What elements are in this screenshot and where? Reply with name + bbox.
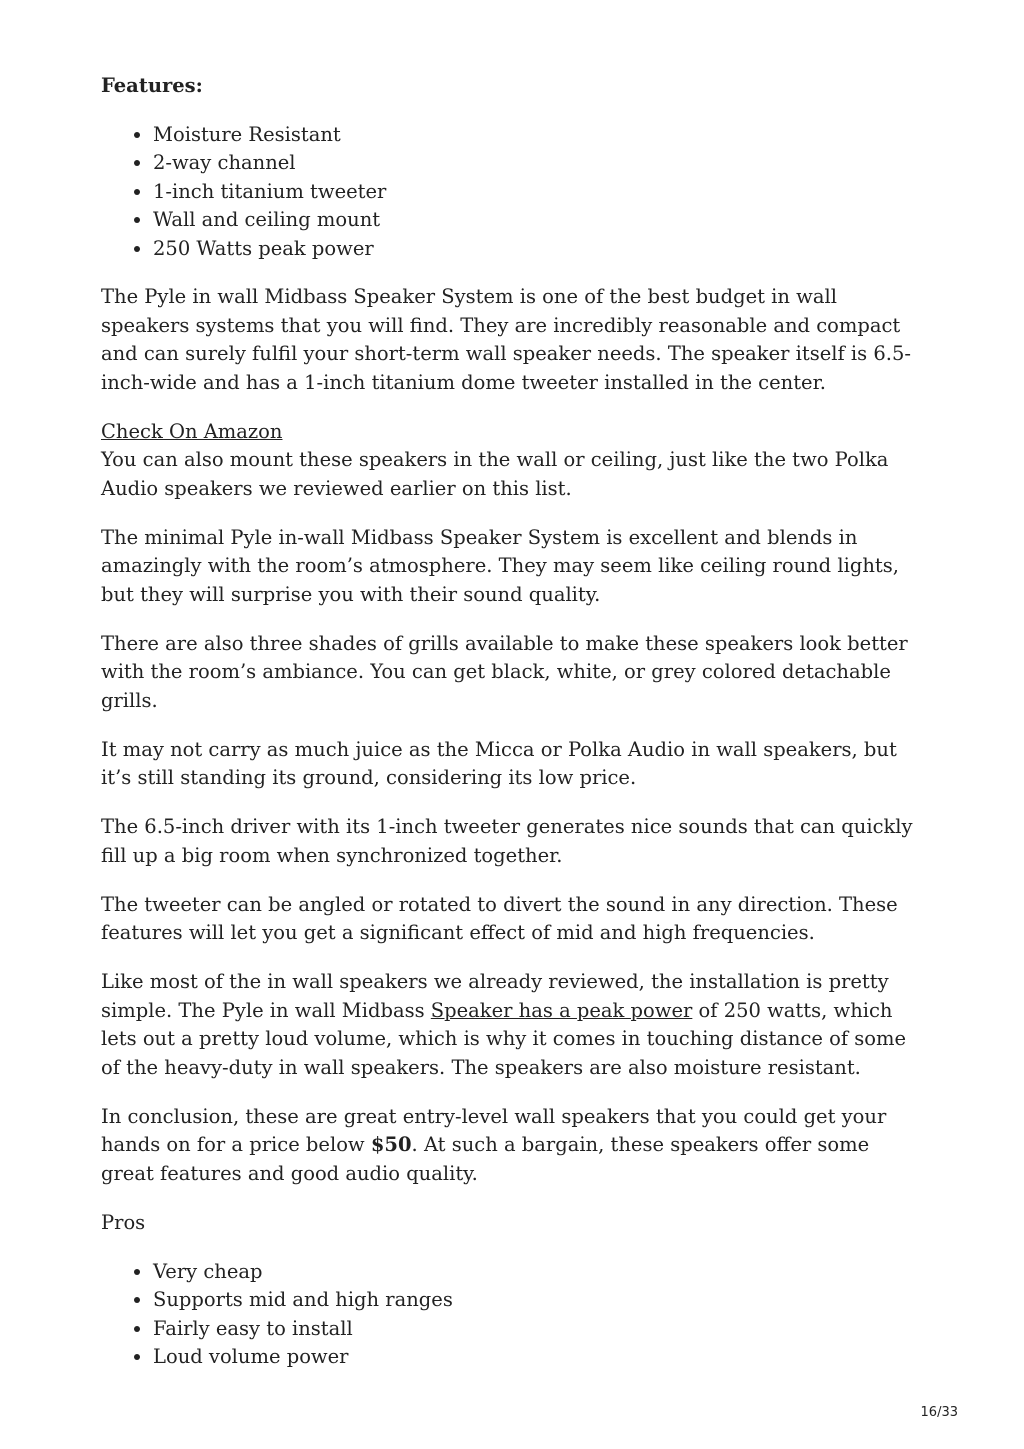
paragraph-installation [101, 968, 923, 1082]
list-item: • 1-inch titanium tweeter [153, 178, 923, 207]
conclusion-text-end: . At such a bargain, these speakers offer some great features and good audio quality. [101, 1133, 870, 1185]
features-list [101, 121, 923, 264]
paragraph-tweeter: The tweeter can be angled or rotated to divert the sound in any direction. These features will let you get a significant effect of mid and high frequencies. [101, 892, 898, 944]
paragraph-driver: The 6.5-inch driver with its 1-inch tweeter generates nice sounds that can quickly fill up a big room when synchronized together. [101, 815, 913, 867]
paragraph-mount: You can also mount these speakers in the wall or ceiling, just like the two Polka Audio speakers we reviewed earlier on this list. [101, 448, 889, 500]
pros-list [101, 1258, 923, 1372]
list-item: • 2-way channel [153, 149, 923, 178]
article-content [101, 72, 923, 1392]
check-link-line [101, 418, 923, 447]
list-item: • Fairly easy to install [153, 1315, 923, 1344]
list-item: • Very cheap [153, 1258, 923, 1287]
paragraph-intro: The Pyle in wall Midbass Speaker System is one of the best budget in wall speakers systems that you will find. They are incredibly reasonable and compact and can surely fulfil your short-term wall speaker needs. The speaker itself is 6.5-inch-wide and has a 1-inch titanium dome tweeter installed in the center. [101, 285, 911, 394]
conclusion-text-start: In conclusion, these are great entry-level wall speakers that you could get your hands on for a price below [101, 1104, 887, 1156]
paragraph-juice: It may not carry as much juice as the Micca or Polka Audio in wall speakers, but it’s still standing its ground, considering its low price. [101, 737, 897, 789]
peak-power-link[interactable]: Speaker has a peak power [430, 998, 693, 1022]
page-number: 16/33 [920, 1405, 958, 1420]
installation-text-end: of 250 watts, which lets out a pretty loud volume, which is why it comes in touching distance of some of the heavy-duty in wall speakers. The speakers are also moisture resistant. [101, 998, 907, 1079]
pros-heading: Pros [101, 1210, 146, 1234]
list-item: • Wall and ceiling mount [153, 206, 923, 235]
installation-text-start: Like most of the in wall speakers we already reviewed, the installation is pretty simple. The Pyle in wall Midbass [101, 970, 889, 1022]
paragraph-conclusion [101, 1103, 923, 1189]
check-on-amazon-link[interactable]: Check On Amazon [101, 419, 283, 443]
price-value: $50 [370, 1133, 412, 1156]
paragraph-grills: There are also three shades of grills available to make these speakers look better with the room’s ambiance. You can get black, white, or grey colored detachable grills. [101, 631, 908, 712]
paragraph-minimal: The minimal Pyle in-wall Midbass Speaker System is excellent and blends in amazingly with the room’s atmosphere. They may seem like ceiling round lights, but they will surprise you with their sound quality. [101, 525, 899, 606]
list-item: • 250 Watts peak power [153, 235, 923, 264]
features-heading: Features: [101, 74, 203, 97]
list-item: • Supports mid and high ranges [153, 1286, 923, 1315]
list-item: • Loud volume power [153, 1343, 923, 1372]
list-item: • Moisture Resistant [153, 121, 923, 150]
